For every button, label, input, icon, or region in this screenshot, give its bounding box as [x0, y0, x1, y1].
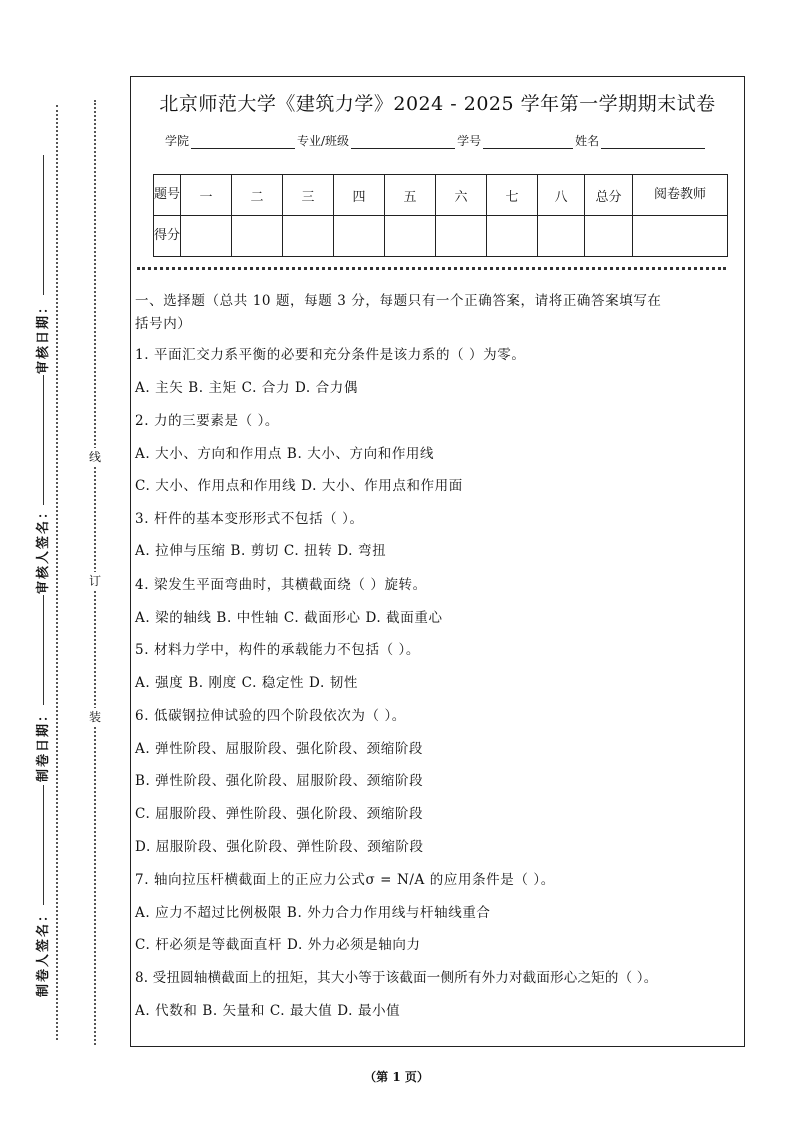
- outer-dotted-line: [56, 105, 58, 1040]
- vertical-label-char: ：: [36, 708, 52, 723]
- col-header: 一: [181, 175, 232, 216]
- student-id-label: 学号: [457, 134, 482, 148]
- maker-sign-label: [36, 908, 52, 998]
- options-line: A. 应力不超过比例极限 B. 外力合力作用线与杆轴线重合: [135, 905, 491, 921]
- section-heading-line2: 括号内）: [135, 316, 192, 332]
- page-number: （第 1 页）: [364, 1070, 429, 1084]
- reviewer-date-label: [36, 300, 52, 375]
- student-info-line: [165, 132, 707, 149]
- score-cell[interactable]: [232, 216, 283, 257]
- vertical-label-char: ：: [36, 505, 52, 520]
- options-line: A. 代数和 B. 矢量和 C. 最大值 D. 最小值: [135, 1003, 401, 1019]
- student-id-field[interactable]: [483, 134, 573, 149]
- score-cell-total[interactable]: [585, 216, 633, 257]
- vertical-label-char: 核: [36, 345, 52, 360]
- maker-sign-line: [43, 785, 44, 905]
- row-label-question: 题号: [154, 175, 181, 216]
- vertical-label-char: 名: [36, 923, 52, 938]
- score-cell[interactable]: [334, 216, 385, 257]
- vertical-label-char: 核: [36, 565, 52, 580]
- exam-title: 北京师范大学《建筑力学》2024 - 2025 学年第一学期期末试卷: [159, 93, 716, 115]
- reviewer-date-line: [43, 155, 44, 295]
- question-line: 6. 低碳钢拉伸试验的四个阶段依次为（ ）。: [135, 708, 406, 724]
- name-label: 姓名: [575, 134, 600, 148]
- vertical-label-char: 制: [36, 768, 52, 783]
- options-line: A. 拉伸与压缩 B. 剪切 C. 扭转 D. 弯扭: [135, 543, 387, 559]
- binding-char-ding: 订: [88, 574, 101, 588]
- major-field[interactable]: [351, 134, 455, 149]
- binding-margin: [0, 0, 130, 1122]
- score-cell[interactable]: [385, 216, 436, 257]
- vertical-label-char: 审: [36, 580, 52, 595]
- options-line: A. 主矢 B. 主矩 C. 合力 D. 合力偶: [135, 380, 358, 396]
- vertical-label-char: ：: [36, 908, 52, 923]
- vertical-label-char: 名: [36, 520, 52, 535]
- score-cell[interactable]: [487, 216, 538, 257]
- question-line: 3. 杆件的基本变形形式不包括（ ）。: [135, 511, 364, 527]
- col-header: 八: [538, 175, 585, 216]
- name-field[interactable]: [601, 134, 705, 149]
- options-line: B. 弹性阶段、强化阶段、屈服阶段、颈缩阶段: [135, 773, 424, 789]
- question-line: 1. 平面汇交力系平衡的必要和充分条件是该力系的（ ）为零。: [135, 347, 526, 363]
- score-table-score-row: [154, 216, 728, 257]
- vertical-label-char: 卷: [36, 968, 52, 983]
- score-cell[interactable]: [181, 216, 232, 257]
- options-line: A. 强度 B. 刚度 C. 稳定性 D. 韧性: [135, 675, 358, 691]
- major-label: 专业/班级: [297, 134, 350, 148]
- dotted-separator: [137, 267, 726, 270]
- col-header-grader: 阅卷教师: [633, 175, 728, 216]
- vertical-label-char: 期: [36, 315, 52, 330]
- vertical-label-char: 日: [36, 330, 52, 345]
- options-line: C. 杆必须是等截面直杆 D. 外力必须是轴向力: [135, 937, 421, 953]
- vertical-label-char: 期: [36, 723, 52, 738]
- score-table-header-row: [154, 175, 728, 216]
- question-line: 5. 材料力学中，构件的承载能力不包括（ ）。: [135, 642, 421, 658]
- vertical-label-char: 签: [36, 535, 52, 550]
- row-label-score: 得分: [154, 216, 181, 257]
- vertical-label-char: 审: [36, 360, 52, 375]
- college-field[interactable]: [191, 134, 295, 149]
- question-line: 2. 力的三要素是（ ）。: [135, 413, 280, 429]
- col-header-total: 总分: [585, 175, 633, 216]
- options-line: A. 弹性阶段、屈服阶段、强化阶段、颈缩阶段: [135, 741, 424, 757]
- options-line: C. 大小、作用点和作用线 D. 大小、作用点和作用面: [135, 478, 463, 494]
- col-header: 四: [334, 175, 385, 216]
- vertical-label-char: 签: [36, 938, 52, 953]
- maker-date-label: [36, 708, 52, 783]
- options-line: C. 屈服阶段、弹性阶段、强化阶段、颈缩阶段: [135, 806, 424, 822]
- binding-char-zhuang: 装: [88, 710, 101, 724]
- question-line: 4. 梁发生平面弯曲时，其横截面绕（ ）旋转。: [135, 577, 427, 593]
- section-heading-line1: 一、选择题（总共 10 题，每题 3 分，每题只有一个正确答案，请将正确答案填写在: [135, 293, 662, 309]
- vertical-label-char: 人: [36, 953, 52, 968]
- col-header: 二: [232, 175, 283, 216]
- reviewer-sign-label: [36, 505, 52, 595]
- col-header: 六: [436, 175, 487, 216]
- question-line: 7. 轴向拉压杆横截面上的正应力公式σ = N/A 的应用条件是（ ）。: [135, 872, 555, 888]
- college-label: 学院: [165, 134, 190, 148]
- vertical-label-char: 制: [36, 983, 52, 998]
- options-line: D. 屈服阶段、强化阶段、弹性阶段、颈缩阶段: [135, 839, 424, 855]
- exam-frame: [130, 76, 745, 1047]
- col-header: 五: [385, 175, 436, 216]
- vertical-label-char: 卷: [36, 753, 52, 768]
- maker-date-line: [43, 595, 44, 705]
- options-line: A. 大小、方向和作用点 B. 大小、方向和作用线: [135, 446, 435, 462]
- col-header: 三: [283, 175, 334, 216]
- vertical-label-char: 人: [36, 550, 52, 565]
- options-line: A. 梁的轴线 B. 中性轴 C. 截面形心 D. 截面重心: [135, 610, 443, 626]
- score-cell[interactable]: [538, 216, 585, 257]
- score-table: [153, 174, 728, 257]
- vertical-label-char: ：: [36, 300, 52, 315]
- score-cell-grader[interactable]: [633, 216, 728, 257]
- reviewer-sign-line: [43, 375, 44, 505]
- score-cell[interactable]: [283, 216, 334, 257]
- score-cell[interactable]: [436, 216, 487, 257]
- question-line: 8. 受扭圆轴横截面上的扭矩，其大小等于该截面一侧所有外力对截面形心之矩的（ ）。: [135, 970, 658, 986]
- col-header: 七: [487, 175, 538, 216]
- vertical-label-char: 日: [36, 738, 52, 753]
- binding-char-xian: 线: [88, 450, 101, 464]
